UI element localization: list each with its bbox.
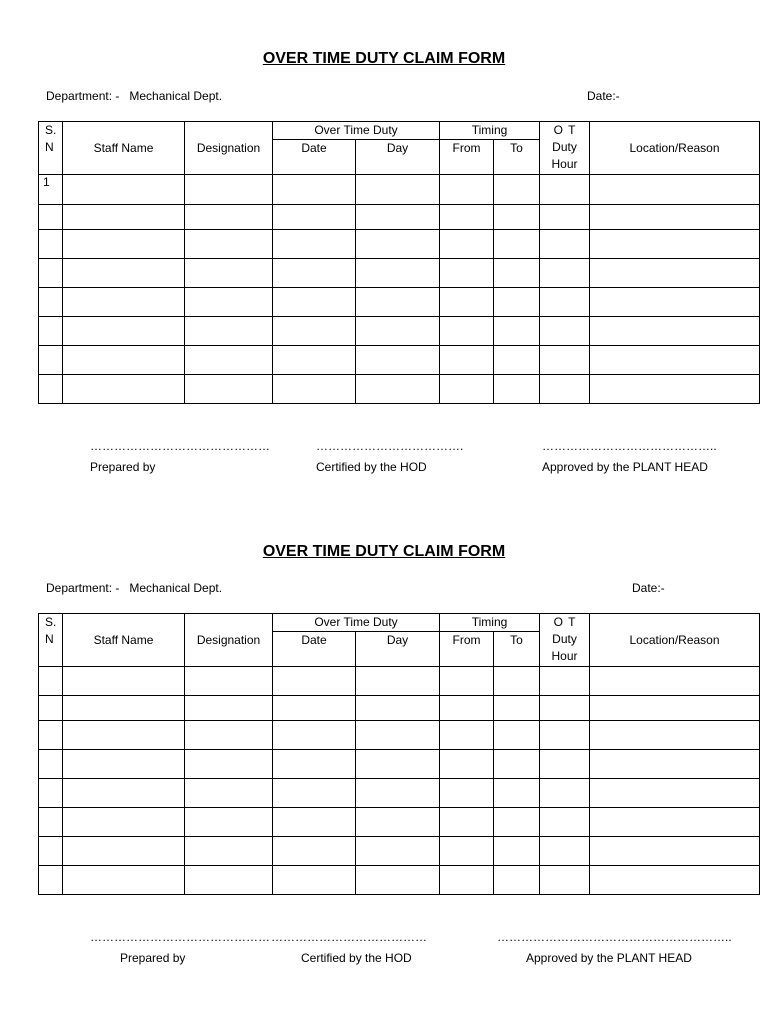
from-cell[interactable] — [440, 346, 494, 375]
day-cell[interactable] — [356, 696, 440, 721]
prepared-by-label: Prepared by — [120, 951, 186, 965]
designation-cell[interactable] — [185, 779, 273, 808]
to-cell[interactable] — [494, 667, 540, 696]
date-cell[interactable] — [273, 750, 356, 779]
location-reason-cell[interactable] — [590, 696, 760, 721]
location-reason-cell[interactable] — [590, 205, 760, 230]
ot-hour-cell[interactable] — [540, 175, 590, 205]
location-reason-cell[interactable] — [590, 317, 760, 346]
ot-hour-cell[interactable] — [540, 866, 590, 895]
from-cell[interactable] — [440, 808, 494, 837]
staff-name-cell[interactable] — [63, 259, 185, 288]
staff-name-cell[interactable] — [63, 667, 185, 696]
designation-cell[interactable] — [185, 696, 273, 721]
date-cell[interactable] — [273, 808, 356, 837]
location-reason-cell[interactable] — [590, 375, 760, 404]
claim-rows — [39, 667, 760, 895]
from-cell[interactable] — [440, 259, 494, 288]
day-cell[interactable] — [356, 667, 440, 696]
to-cell[interactable] — [494, 808, 540, 837]
header-timing: Timing — [440, 122, 540, 140]
row-sn — [39, 375, 63, 404]
from-cell[interactable] — [440, 721, 494, 750]
staff-name-cell[interactable] — [63, 230, 185, 259]
ot-hour-cell[interactable] — [540, 808, 590, 837]
header-from: From — [440, 632, 494, 667]
to-cell[interactable] — [494, 346, 540, 375]
table-row — [39, 230, 760, 259]
ot-hour-cell[interactable] — [540, 721, 590, 750]
designation-cell[interactable] — [185, 175, 273, 205]
day-cell[interactable] — [356, 750, 440, 779]
table-row — [39, 205, 760, 230]
designation-cell[interactable] — [185, 205, 273, 230]
signature-line: …………………………………….. — [542, 439, 717, 453]
form-title: OVER TIME DUTY CLAIM FORM — [262, 50, 506, 67]
from-cell[interactable] — [440, 288, 494, 317]
location-reason-cell[interactable] — [590, 808, 760, 837]
location-reason-cell[interactable] — [590, 866, 760, 895]
row-sn — [39, 721, 63, 750]
row-sn — [39, 837, 63, 866]
row-sn — [39, 866, 63, 895]
from-cell[interactable] — [440, 750, 494, 779]
table-row — [39, 779, 760, 808]
designation-cell[interactable] — [185, 288, 273, 317]
ot-hour-cell[interactable] — [540, 230, 590, 259]
from-cell[interactable] — [440, 866, 494, 895]
table-row — [39, 317, 760, 346]
prepared-by-block — [90, 440, 270, 474]
table-row — [39, 346, 760, 375]
staff-name-cell[interactable] — [63, 837, 185, 866]
claim-rows — [39, 175, 760, 404]
ot-hour-cell[interactable] — [540, 288, 590, 317]
from-cell[interactable] — [440, 696, 494, 721]
certified-by-block — [316, 440, 463, 474]
location-reason-cell[interactable] — [590, 837, 760, 866]
staff-name-cell[interactable] — [63, 808, 185, 837]
header-date: Date — [273, 140, 356, 175]
department-line — [46, 89, 222, 103]
prepared-by-block — [90, 931, 270, 965]
to-cell[interactable] — [494, 721, 540, 750]
date-cell[interactable] — [273, 866, 356, 895]
table-row — [39, 667, 760, 696]
signature-line: ………………………………… — [271, 930, 427, 944]
staff-name-cell[interactable] — [63, 205, 185, 230]
ot-hour-cell[interactable] — [540, 696, 590, 721]
date-cell[interactable] — [273, 721, 356, 750]
row-sn — [39, 779, 63, 808]
row-sn — [39, 259, 63, 288]
row-sn — [39, 205, 63, 230]
approved-by-block — [497, 931, 732, 965]
day-cell[interactable] — [356, 175, 440, 205]
from-cell[interactable] — [440, 837, 494, 866]
day-cell[interactable] — [356, 288, 440, 317]
table-row — [39, 866, 760, 895]
table-row — [39, 721, 760, 750]
designation-cell[interactable] — [185, 317, 273, 346]
ot-hour-cell[interactable] — [540, 346, 590, 375]
table-row — [39, 750, 760, 779]
ot-hour-cell[interactable] — [540, 205, 590, 230]
form-title: OVER TIME DUTY CLAIM FORM — [262, 543, 506, 560]
header-staff-name: Staff Name — [63, 614, 185, 667]
ot-hour-cell[interactable] — [540, 375, 590, 404]
table-row — [39, 288, 760, 317]
ot-hour-cell[interactable] — [540, 750, 590, 779]
header-day: Day — [356, 140, 440, 175]
header-to: To — [494, 632, 540, 667]
location-reason-cell[interactable] — [590, 750, 760, 779]
date-cell[interactable] — [273, 317, 356, 346]
signature-line: ………………………………. — [316, 439, 464, 453]
date-cell[interactable] — [273, 230, 356, 259]
staff-name-cell[interactable] — [63, 866, 185, 895]
date-cell[interactable] — [273, 205, 356, 230]
date-cell[interactable] — [273, 696, 356, 721]
table-row — [39, 837, 760, 866]
designation-cell[interactable] — [185, 721, 273, 750]
header-staff-name: Staff Name — [63, 122, 185, 175]
day-cell[interactable] — [356, 230, 440, 259]
to-cell[interactable] — [494, 375, 540, 404]
claim-table — [38, 121, 760, 404]
approved-by-label: Approved by the PLANT HEAD — [526, 951, 692, 965]
table-row — [39, 259, 760, 288]
signature-line: ……………………………………… — [90, 930, 270, 944]
designation-cell[interactable] — [185, 259, 273, 288]
staff-name-cell[interactable] — [63, 288, 185, 317]
to-cell[interactable] — [494, 779, 540, 808]
ot-hour-cell[interactable] — [540, 259, 590, 288]
header-sn: S. N — [39, 122, 63, 175]
row-sn — [39, 230, 63, 259]
row-sn — [39, 288, 63, 317]
staff-name-cell[interactable] — [63, 750, 185, 779]
designation-cell[interactable] — [185, 375, 273, 404]
claim-table — [38, 613, 760, 895]
staff-name-cell[interactable] — [63, 696, 185, 721]
location-reason-cell[interactable] — [590, 779, 760, 808]
header-ot-duty-hour: O T Duty Hour — [540, 122, 590, 175]
department-label: Department: - — [46, 581, 120, 595]
department-value: Mechanical Dept. — [129, 581, 223, 595]
day-cell[interactable] — [356, 317, 440, 346]
designation-cell[interactable] — [185, 808, 273, 837]
location-reason-cell[interactable] — [590, 175, 760, 205]
staff-name-cell[interactable] — [63, 779, 185, 808]
header-over-time-duty: Over Time Duty — [273, 614, 440, 632]
header-sn: S. N — [39, 614, 63, 667]
location-reason-cell[interactable] — [590, 230, 760, 259]
designation-cell[interactable] — [185, 346, 273, 375]
header-designation: Designation — [185, 614, 273, 667]
header-over-time-duty: Over Time Duty — [273, 122, 440, 140]
approved-by-label: Approved by the PLANT HEAD — [542, 460, 708, 474]
table-row — [39, 808, 760, 837]
department-value: Mechanical Dept. — [129, 89, 223, 103]
to-cell[interactable] — [494, 288, 540, 317]
header-designation: Designation — [185, 122, 273, 175]
date-cell[interactable] — [273, 667, 356, 696]
to-cell[interactable] — [494, 175, 540, 205]
ot-hour-cell[interactable] — [540, 667, 590, 696]
staff-name-cell[interactable] — [63, 346, 185, 375]
signature-line: ……………………………………… — [90, 439, 270, 453]
ot-hour-cell[interactable] — [540, 317, 590, 346]
to-cell[interactable] — [494, 866, 540, 895]
from-cell[interactable] — [440, 205, 494, 230]
certified-by-label: Certified by the HOD — [301, 951, 412, 965]
from-cell[interactable] — [440, 667, 494, 696]
to-cell[interactable] — [494, 837, 540, 866]
ot-hour-cell[interactable] — [540, 779, 590, 808]
day-cell[interactable] — [356, 808, 440, 837]
row-sn — [39, 317, 63, 346]
row-sn — [39, 750, 63, 779]
designation-cell[interactable] — [185, 667, 273, 696]
date-cell[interactable] — [273, 837, 356, 866]
header-day: Day — [356, 632, 440, 667]
date-cell[interactable] — [273, 779, 356, 808]
to-cell[interactable] — [494, 750, 540, 779]
table-row — [39, 696, 760, 721]
day-cell[interactable] — [356, 721, 440, 750]
location-reason-cell[interactable] — [590, 721, 760, 750]
row-sn — [39, 346, 63, 375]
date-cell[interactable] — [273, 375, 356, 404]
prepared-by-label: Prepared by — [90, 460, 156, 474]
location-reason-cell[interactable] — [590, 259, 760, 288]
date-cell[interactable] — [273, 346, 356, 375]
header-to: To — [494, 140, 540, 175]
to-cell[interactable] — [494, 259, 540, 288]
from-cell[interactable] — [440, 317, 494, 346]
staff-name-cell[interactable] — [63, 175, 185, 205]
from-cell[interactable] — [440, 175, 494, 205]
location-reason-cell[interactable] — [590, 346, 760, 375]
day-cell[interactable] — [356, 779, 440, 808]
day-cell[interactable] — [356, 837, 440, 866]
to-cell[interactable] — [494, 205, 540, 230]
table-row — [39, 375, 760, 404]
date-cell[interactable] — [273, 288, 356, 317]
ot-hour-cell[interactable] — [540, 837, 590, 866]
day-cell[interactable] — [356, 375, 440, 404]
staff-name-cell[interactable] — [63, 375, 185, 404]
designation-cell[interactable] — [185, 750, 273, 779]
header-date: Date — [273, 632, 356, 667]
to-cell[interactable] — [494, 230, 540, 259]
signature-line: ………………………………………………….. — [497, 930, 732, 944]
location-reason-cell[interactable] — [590, 288, 760, 317]
table-row — [39, 175, 760, 205]
header-location-reason: Location/Reason — [590, 122, 760, 175]
designation-cell[interactable] — [185, 230, 273, 259]
designation-cell[interactable] — [185, 837, 273, 866]
staff-name-cell[interactable] — [63, 317, 185, 346]
header-location-reason: Location/Reason — [590, 614, 760, 667]
date-label: Date:- — [632, 581, 665, 595]
department-line — [46, 581, 222, 595]
day-cell[interactable] — [356, 866, 440, 895]
from-cell[interactable] — [440, 230, 494, 259]
row-sn — [39, 696, 63, 721]
header-timing: Timing — [440, 614, 540, 632]
certified-by-block — [271, 931, 427, 965]
header-from: From — [440, 140, 494, 175]
row-sn — [39, 667, 63, 696]
approved-by-block — [542, 440, 717, 474]
to-cell[interactable] — [494, 696, 540, 721]
location-reason-cell[interactable] — [590, 667, 760, 696]
to-cell[interactable] — [494, 317, 540, 346]
staff-name-cell[interactable] — [63, 721, 185, 750]
date-cell[interactable] — [273, 259, 356, 288]
day-cell[interactable] — [356, 205, 440, 230]
from-cell[interactable] — [440, 375, 494, 404]
designation-cell[interactable] — [185, 866, 273, 895]
date-label: Date:- — [587, 89, 620, 103]
row-sn: 1 — [39, 175, 63, 205]
day-cell[interactable] — [356, 346, 440, 375]
header-ot-duty-hour: O T Duty Hour — [540, 614, 590, 667]
certified-by-label: Certified by the HOD — [316, 460, 427, 474]
row-sn — [39, 808, 63, 837]
from-cell[interactable] — [440, 779, 494, 808]
date-cell[interactable] — [273, 175, 356, 205]
department-label: Department: - — [46, 89, 120, 103]
day-cell[interactable] — [356, 259, 440, 288]
